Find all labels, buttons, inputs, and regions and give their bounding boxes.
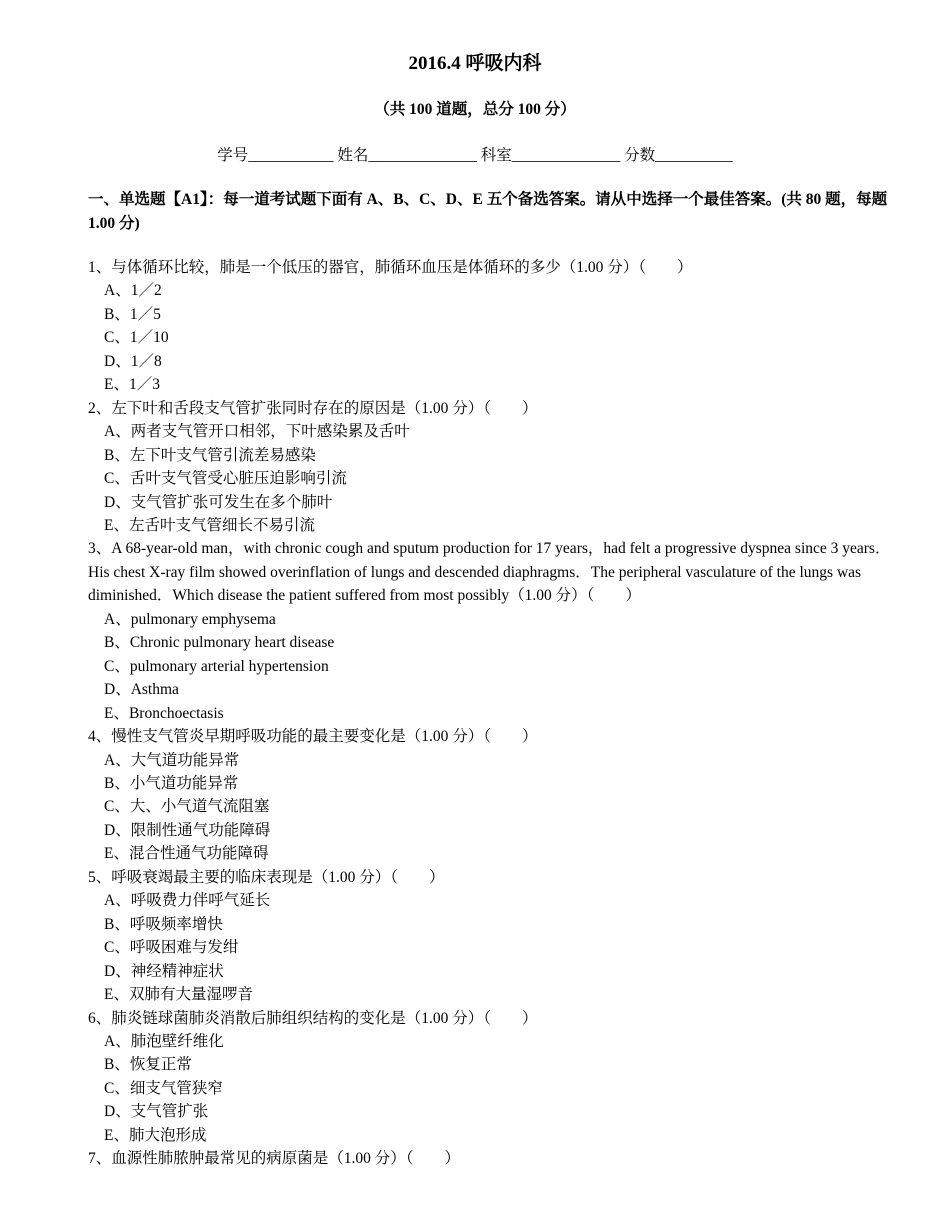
option-d[interactable]: D、限制性通气功能障碍 (104, 821, 271, 839)
question-1 (88, 256, 900, 397)
option-e[interactable]: E、肺大泡形成 (104, 1126, 207, 1144)
exam-summary: （共 100 道题，总分 100 分） (374, 101, 576, 118)
section-header: 一、单选题【A1】：每一道考试题下面有 A、B、C、D、E 五个备选答案。请从中选择一个最佳答案。(共 80 题，每题 1.00 分) (88, 191, 888, 232)
option-a[interactable]: A、1／2 (104, 282, 162, 300)
option-c[interactable]: C、呼吸困难与发绀 (104, 939, 239, 957)
option-c[interactable]: C、pulmonary arterial hypertension (104, 657, 329, 675)
option-d[interactable]: D、支气管扩张 (104, 1103, 209, 1121)
option-a[interactable]: A、两者支气管开口相邻，下叶感染累及舌叶 (104, 423, 410, 441)
question-6 (88, 1007, 900, 1148)
question-4 (88, 725, 900, 866)
question-3 (88, 537, 900, 725)
question-stem: 6、肺炎链球菌肺炎消散后肺组织结构的变化是（1.00 分）（ ） (88, 1009, 538, 1027)
question-stem: 7、血源性肺脓肿最常见的病原菌是（1.00 分）（ ） (88, 1150, 461, 1168)
question-7 (88, 1147, 900, 1170)
option-a[interactable]: A、呼吸费力伴呼气延长 (104, 892, 271, 910)
option-a[interactable]: A、大气道功能异常 (104, 751, 240, 769)
option-e[interactable]: E、混合性通气功能障碍 (104, 845, 269, 863)
question-stem: 5、呼吸衰竭最主要的临床表现是（1.00 分）（ ） (88, 868, 445, 886)
question-stem: 3、A 68-year-old man，with chronic cough and sputum production for 17 years，had felt a progressive dyspnea since 3 years．His chest X-ray film showed overinflation of lungs and descended diaphragms．The peripheral vasculature of the lungs was diminished．Which disease the patient suffered from most possibly（1.00 分）（ ） (88, 540, 891, 605)
option-a[interactable]: A、pulmonary emphysema (104, 610, 276, 628)
option-d[interactable]: D、1／8 (104, 352, 162, 370)
option-e[interactable]: E、左舌叶支气管细长不易引流 (104, 516, 315, 534)
student-info-line: 学号___________ 姓名______________ 科室______________ 分数__________ (217, 147, 733, 164)
question-stem: 1、与体循环比较，肺是一个低压的器官，肺循环血压是体循环的多少（1.00 分）（ ） (88, 259, 693, 276)
option-c[interactable]: C、1／10 (104, 329, 169, 347)
question-2 (88, 397, 900, 538)
option-d[interactable]: D、神经精神症状 (104, 962, 224, 980)
option-e[interactable]: E、Bronchoectasis (104, 704, 224, 722)
option-b[interactable]: B、小气道功能异常 (104, 774, 239, 792)
option-d[interactable]: D、支气管扩张可发生在多个肺叶 (104, 493, 333, 511)
option-b[interactable]: B、呼吸频率增快 (104, 915, 223, 933)
option-b[interactable]: B、Chronic pulmonary heart disease (104, 634, 335, 652)
question-stem: 2、左下叶和舌段支气管扩张同时存在的原因是（1.00 分）（ ） (88, 399, 538, 417)
option-b[interactable]: B、恢复正常 (104, 1056, 192, 1074)
option-a[interactable]: A、肺泡壁纤维化 (104, 1032, 224, 1050)
option-b[interactable]: B、1／5 (104, 305, 161, 323)
option-c[interactable]: C、细支气管狭窄 (104, 1079, 223, 1097)
option-c[interactable]: C、舌叶支气管受心脏压迫影响引流 (104, 470, 347, 488)
option-c[interactable]: C、大、小气道气流阻塞 (104, 798, 270, 816)
question-stem: 4、慢性支气管炎早期呼吸功能的最主要变化是（1.00 分）（ ） (88, 728, 538, 746)
option-e[interactable]: E、1／3 (104, 376, 160, 394)
page-title: 2016.4 呼吸内科 (408, 53, 542, 74)
question-list (88, 256, 900, 1171)
option-b[interactable]: B、左下叶支气管引流差易感染 (104, 446, 316, 464)
option-d[interactable]: D、Asthma (104, 681, 179, 699)
question-5 (88, 866, 900, 1007)
option-e[interactable]: E、双肺有大量湿啰音 (104, 986, 253, 1004)
